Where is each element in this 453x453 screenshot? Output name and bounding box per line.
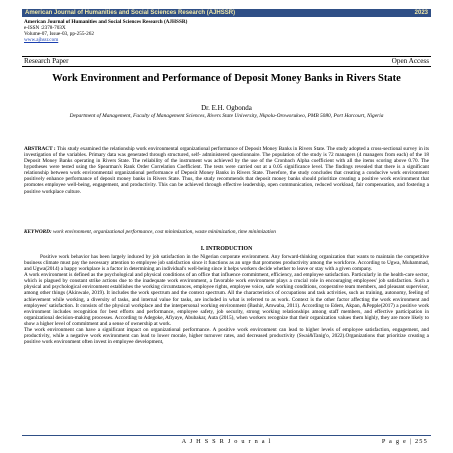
author-name: Dr. E.H. Ogbonda (201, 104, 252, 112)
author-affiliation: Department of Management, Faculty of Management Sciences, Rivers State University, Nkpolu-Oroworukwo, PMB 5080, Port Harcourt, Nigeria (69, 113, 384, 119)
header-band-journal: American Journal of Humanities and Social Sciences Research (AJHSSR) (25, 10, 236, 16)
keywords (24, 229, 429, 235)
eissn: e-ISSN :2378-703X (24, 25, 66, 32)
keywords-label: KEYWORD: (24, 229, 52, 235)
paragraph: Positive work behavior has been largely induced by job satisfaction in the Nigerian corporate environment. Any forward-thinking organization that wants to maintain the competitive business climate must pay the necessary attention to employee job satisfaction since it functions as an urge that promotes productivity among the workforce. According to Ugwa, Muhammad, and Ugwa(2014) a happy workplace is a factor in determining an individual's well-being since it helps workers decide whether to leave or stay with a given company. (24, 254, 429, 273)
section-heading-introduction: I. INTRODUCTION (200, 246, 253, 252)
journal-header-band (22, 9, 431, 17)
abstract-label: ABSTRACT : (24, 146, 56, 152)
paper-type: Research Paper (24, 57, 69, 65)
paper-type-row (24, 57, 429, 65)
abstract (24, 146, 429, 195)
access-type: Open Access (391, 57, 429, 65)
keywords-text: work environment, organizational performance, cost minimization, waste minimization, time minimization (53, 229, 276, 235)
journal-website-link[interactable]: www.ajhssr.com (24, 37, 59, 44)
paragraph: A work environment is defined as the psychological and physical conditions of an office that influence commitment, efficiency, and employee satisfaction. Particularly in the health-care sector, which is plagued by constant strike actions due to the inadequate work environment, a favorable work environment plays a crucial role in encouraging employees' job satisfaction. Such a physical and psychological environment establishes the working circumstances, employee rights, employee voice, safe working conditions, cooperative team members, and pleasant supervisor, among other things (Akinwale, 2019). It includes the work spectrum and the context spectrum. All the characteristics of occupations and task activities, such as training, autonomy, feeling of achievement while working, a diversity of tasks, and internal value for tasks, are included in what is referred to as work. Context is the other factor affecting the work environment and employees' satisfaction. It consists of the physical workplace and the interpersonal working environment (Bashir, Amwaba, 2011). According to Edem, Akpan, &Pepple(2017) a positive work environment includes recognition for best efforts and performance, employee safety, job security, strong working relationships among staff members, and effective participation in organizational decision-making processes. According to Adegoke, Afiyaye, Abubakar, Auta (2015), when workers recognize that their organization values them highly, they are more likely to show a higher level of commitment and a sense of ownership at work. (24, 272, 429, 327)
header-rule-bottom (22, 66, 431, 67)
footer-journal: A J H S S R J o u r n a l (181, 437, 272, 445)
header-band-year: 2023 (414, 10, 428, 16)
volume-issue: Volume-07, Issue-03, pp-255-262 (24, 31, 94, 38)
paper-title: Work Environment and Performance of Deposit Money Banks in Rivers State (52, 73, 401, 84)
journal-meta (24, 19, 429, 43)
abstract-text: This study examined the relationship work environmental organizational performance of Deposit Money Banks in Rivers State. The study adopted a cross-sectional survey in its investigation of the variables. Primary data was generated through structured, self- administered questionnaire. The population of the study is 72 managers (4 managers from each) of the 18 Deposit Money Banks operating in Rivers State. The reliability of the instrument was achieved by the use of the Cronbach Alpha coefficient with all the items scoring above 0.70. The hypotheses were tested using the Spearman's Rank Order Correlation Coefficient. The tests were carried out at a 0.05 significance level. The findings revealed that there is a significant relationship between work environmental organizational performance of Deposit Money Banks in Rivers State. Therefore, the study concludes that creating a conducive work environment positively enhance performance of deposit money banks in Rivers State. Thus, the study recommends that deposit money banks should prioritize creating a positive work environment that promotes employee well-being, engagement, and productivity. This can be achieved through effective leadership, open communication, reduced workload, fair compensation, and fostering a positive workplace culture. (24, 146, 430, 195)
journal-title: American Journal of Humanities and Social Sciences Research (AJHSSR) (24, 19, 188, 25)
page-number: P a g e | 255 (381, 437, 428, 445)
paragraph: The work environment can have a significant impact on organizational performance. A positive work environment can lead to higher levels of employee satisfaction, engagement, and productivity, while a negative work environment can lead to lower morale, higher turnover rates, and decreased productivity (Swai&Tanig'o, 2022).Organizations that prioritize creating a positive work environment often invest in employee development, (24, 326, 429, 346)
introduction-body (24, 254, 429, 434)
page-footer (22, 435, 431, 445)
